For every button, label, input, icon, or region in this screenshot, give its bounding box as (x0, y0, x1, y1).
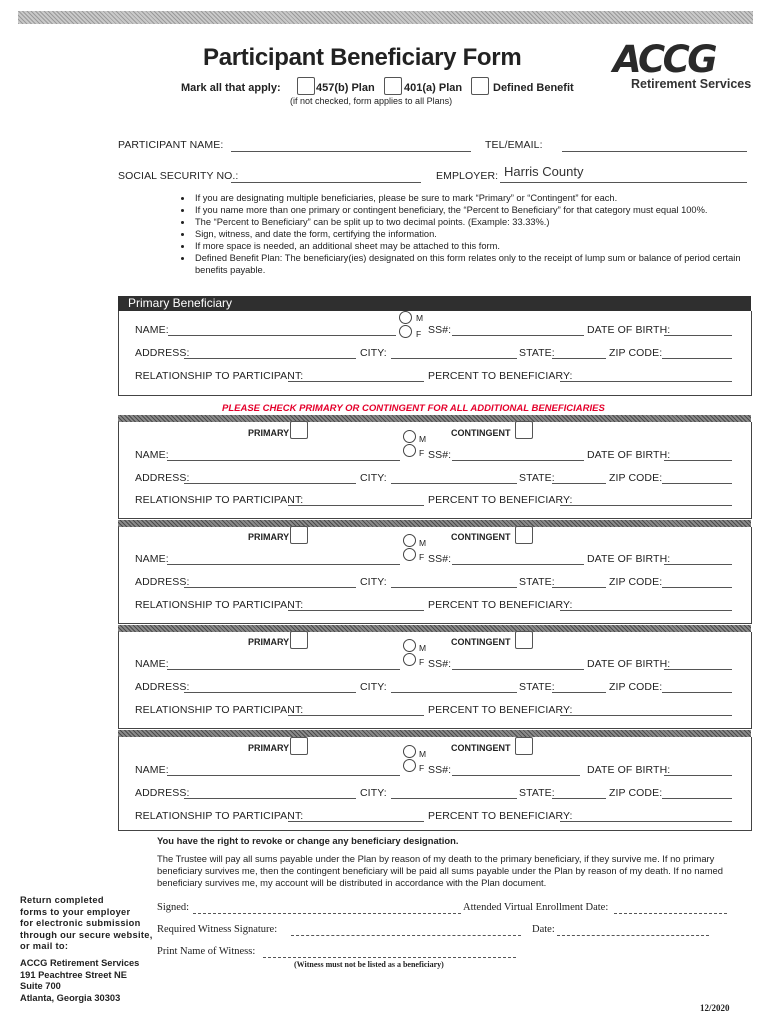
mailing-address (20, 958, 139, 1004)
city-field[interactable] (391, 692, 517, 693)
instruction-item: • Defined Benefit Plan: The beneficiary(ies) designated on this form relates only to the receipt of lump sum or balance of period certain benefits payable. (193, 252, 763, 276)
instruction-item: • Sign, witness, and date the form, certifying the information. (193, 228, 763, 240)
primary-label: PRIMARY (248, 637, 290, 647)
address-field[interactable] (184, 483, 356, 484)
ss-label: SS#: (428, 658, 452, 670)
trustee-paragraph: The Trustee will pay all sums payable under the Plan by reason of my death to the primary beneficiary, if they survive me. If no primary beneficiary survives me, then the contingent beneficiary will be paid all sums payable under the Plan by reason of my death. If no named beneficiary survives me, my account will be distributed in accordance with the Plan document. (157, 853, 723, 888)
logo-subtitle: Retirement Services (631, 77, 752, 91)
contingent-checkbox[interactable] (515, 631, 533, 649)
relationship-label: RELATIONSHIP TO PARTICIPANT: (135, 494, 304, 506)
ssn-label: SOCIAL SECURITY NO.: (118, 170, 239, 182)
female-label: F (419, 763, 425, 773)
city-field[interactable] (391, 358, 517, 359)
ss-field[interactable] (452, 460, 584, 461)
zip-field[interactable] (662, 798, 732, 799)
ss-label: SS#: (428, 449, 452, 461)
zip-label: ZIP CODE: (609, 576, 663, 588)
enrollment-date-label: Attended Virtual Enrollment Date: (463, 902, 609, 913)
name-label: NAME: (135, 658, 169, 670)
percent-label: PERCENT TO BENEFICIARY: (428, 494, 573, 506)
tel-email-field[interactable] (562, 151, 747, 152)
dob-field[interactable] (664, 460, 732, 461)
zip-label: ZIP CODE: (609, 681, 663, 693)
contingent-label: CONTINGENT (451, 428, 511, 438)
plan-457-label: 457(b) Plan (316, 82, 375, 94)
employer-field[interactable] (500, 182, 747, 183)
male-label: M (416, 313, 424, 323)
primary-beneficiary-heading: Primary Beneficiary (118, 296, 751, 311)
address-line: ACCG Retirement Services (20, 958, 140, 968)
relationship-label: RELATIONSHIP TO PARTICIPANT: (135, 810, 304, 822)
name-field[interactable] (167, 460, 400, 461)
address-label: ADDRESS: (135, 681, 190, 693)
plan-db-label: Defined Benefit (493, 82, 574, 94)
female-radio[interactable] (403, 548, 416, 561)
instructions-list (183, 192, 763, 276)
tel-email-label: TEL/EMAIL: (485, 139, 543, 151)
city-label: CITY: (360, 576, 387, 588)
primary-checkbox[interactable] (290, 421, 308, 439)
address-line: Suite 700 (20, 981, 61, 991)
zip-field[interactable] (662, 587, 732, 588)
form-revision-date: 12/2020 (700, 1003, 730, 1013)
signature-field[interactable] (193, 913, 461, 914)
relationship-label: RELATIONSHIP TO PARTICIPANT: (135, 370, 304, 382)
female-radio[interactable] (399, 325, 412, 338)
name-field[interactable] (167, 669, 400, 670)
return-line: through our secure website, (20, 929, 153, 940)
female-radio[interactable] (403, 653, 416, 666)
address-field[interactable] (184, 587, 356, 588)
address-field[interactable] (184, 358, 356, 359)
male-radio[interactable] (399, 311, 412, 324)
print-witness-label: Print Name of Witness: (157, 946, 256, 957)
female-label: F (419, 448, 425, 458)
signed-label: Signed: (157, 902, 190, 913)
print-witness-field[interactable] (263, 957, 516, 958)
plan-db-checkbox[interactable] (471, 77, 489, 95)
ss-field[interactable] (452, 775, 580, 776)
revoke-notice: You have the right to revoke or change any beneficiary designation. (157, 835, 459, 846)
contingent-checkbox[interactable] (515, 421, 533, 439)
male-radio[interactable] (403, 534, 416, 547)
female-radio[interactable] (403, 444, 416, 457)
enrollment-date-field[interactable] (614, 913, 727, 914)
dob-label: DATE OF BIRTH: (587, 324, 671, 336)
zip-label: ZIP CODE: (609, 472, 663, 484)
return-line: forms to your employer (20, 906, 131, 917)
instruction-item: • If you are designating multiple beneficiaries, please be sure to mark “Primary” or “Contingent” for each. (193, 192, 763, 204)
name-label: NAME: (135, 553, 169, 565)
primary-label: PRIMARY (248, 428, 290, 438)
address-label: ADDRESS: (135, 472, 190, 484)
female-label: F (419, 657, 425, 667)
address-label: ADDRESS: (135, 576, 190, 588)
dob-field[interactable] (664, 669, 732, 670)
percent-field[interactable] (560, 610, 732, 611)
address-line: 191 Peachtree Street NE (20, 969, 127, 980)
dob-label: DATE OF BIRTH: (587, 449, 671, 461)
page-title: Participant Beneficiary Form (203, 44, 522, 71)
percent-label: PERCENT TO BENEFICIARY: (428, 599, 573, 611)
state-field[interactable] (552, 587, 606, 588)
male-radio[interactable] (403, 745, 416, 758)
percent-label: PERCENT TO BENEFICIARY: (428, 810, 573, 822)
plan-457-checkbox[interactable] (297, 77, 315, 95)
primary-label: PRIMARY (248, 532, 290, 542)
male-radio[interactable] (403, 639, 416, 652)
zip-label: ZIP CODE: (609, 347, 663, 359)
relationship-field[interactable] (288, 610, 424, 611)
return-instructions (20, 895, 153, 953)
instruction-item: • If more space is needed, an additional sheet may be attached to this form. (193, 240, 763, 252)
dob-label: DATE OF BIRTH: (587, 553, 671, 565)
dob-field[interactable] (664, 564, 732, 565)
female-label: F (419, 552, 425, 562)
city-field[interactable] (391, 587, 517, 588)
zip-label: ZIP CODE: (609, 787, 663, 799)
primary-checkbox[interactable] (290, 526, 308, 544)
state-field[interactable] (552, 483, 606, 484)
female-label: F (416, 329, 422, 339)
relationship-field[interactable] (288, 821, 424, 822)
section-stripe (118, 625, 751, 632)
ssn-field[interactable] (231, 182, 421, 183)
plan-401-label: 401(a) Plan (404, 82, 463, 94)
state-label: STATE: (519, 576, 555, 588)
primary-checkbox[interactable] (290, 737, 308, 755)
state-label: STATE: (519, 347, 555, 359)
city-label: CITY: (360, 681, 387, 693)
ss-label: SS#: (428, 324, 452, 336)
relationship-field[interactable] (288, 715, 424, 716)
plan-401-checkbox[interactable] (384, 77, 402, 95)
name-label: NAME: (135, 764, 169, 776)
instruction-item: • The “Percent to Beneficiary” can be split up to two decimal points. (Example: 33.33%.) (193, 216, 763, 228)
dob-field[interactable] (664, 775, 732, 776)
city-label: CITY: (360, 787, 387, 799)
state-label: STATE: (519, 787, 555, 799)
zip-field[interactable] (662, 358, 732, 359)
state-field[interactable] (552, 798, 606, 799)
accg-logo: ACCG (613, 38, 716, 81)
city-label: CITY: (360, 347, 387, 359)
state-label: STATE: (519, 472, 555, 484)
relationship-field[interactable] (288, 505, 424, 506)
additional-beneficiaries-notice: PLEASE CHECK PRIMARY OR CONTINGENT FOR ALL ADDITIONAL BENEFICIARIES (222, 403, 605, 414)
primary-label: PRIMARY (248, 743, 290, 753)
return-line: Return completed (20, 895, 104, 905)
city-field[interactable] (391, 798, 517, 799)
ss-label: SS#: (428, 553, 452, 565)
percent-label: PERCENT TO BENEFICIARY: (428, 370, 573, 382)
plan-note: (if not checked, form applies to all Plans) (290, 96, 453, 106)
witness-date-field[interactable] (557, 935, 709, 936)
contingent-checkbox[interactable] (515, 526, 533, 544)
contingent-label: CONTINGENT (451, 637, 511, 647)
dob-field[interactable] (664, 335, 732, 336)
witness-signature-label: Required Witness Signature: (157, 924, 278, 935)
percent-field[interactable] (560, 715, 732, 716)
relationship-label: RELATIONSHIP TO PARTICIPANT: (135, 599, 304, 611)
address-field[interactable] (184, 692, 356, 693)
primary-checkbox[interactable] (290, 631, 308, 649)
contingent-checkbox[interactable] (515, 737, 533, 755)
percent-field[interactable] (560, 505, 732, 506)
male-label: M (419, 643, 427, 653)
ss-field[interactable] (452, 564, 584, 565)
male-label: M (419, 749, 427, 759)
employer-label: EMPLOYER: (436, 170, 499, 182)
mark-all-label: Mark all that apply: (181, 82, 281, 94)
percent-label: PERCENT TO BENEFICIARY: (428, 704, 573, 716)
zip-field[interactable] (662, 692, 732, 693)
employer-value: Harris County (504, 164, 584, 179)
city-label: CITY: (360, 472, 387, 484)
ss-field[interactable] (452, 335, 584, 336)
top-decorative-bar (18, 11, 753, 24)
city-field[interactable] (391, 483, 517, 484)
ss-label: SS#: (428, 764, 452, 776)
name-field[interactable] (167, 775, 400, 776)
section-stripe (118, 520, 751, 527)
address-label: ADDRESS: (135, 347, 190, 359)
female-radio[interactable] (403, 759, 416, 772)
state-label: STATE: (519, 681, 555, 693)
percent-field[interactable] (560, 381, 732, 382)
name-label: NAME: (135, 449, 169, 461)
relationship-field[interactable] (288, 381, 424, 382)
name-label: NAME: (135, 324, 169, 336)
percent-field[interactable] (560, 821, 732, 822)
instruction-item: • If you name more than one primary or contingent beneficiary, the “Percent to Beneficiary” for that category must equal 100%. (193, 204, 763, 216)
relationship-label: RELATIONSHIP TO PARTICIPANT: (135, 704, 304, 716)
return-line: for electronic submission (20, 918, 141, 928)
state-field[interactable] (552, 358, 606, 359)
dob-label: DATE OF BIRTH: (587, 658, 671, 670)
name-field[interactable] (167, 564, 400, 565)
contingent-label: CONTINGENT (451, 743, 511, 753)
male-label: M (419, 434, 427, 444)
participant-name-label: PARTICIPANT NAME: (118, 139, 224, 151)
section-stripe (118, 415, 751, 422)
male-label: M (419, 538, 427, 548)
ss-field[interactable] (452, 669, 584, 670)
name-field[interactable] (168, 335, 396, 336)
address-field[interactable] (184, 798, 356, 799)
contingent-label: CONTINGENT (451, 532, 511, 542)
section-stripe (118, 730, 751, 737)
witness-note: (Witness must not be listed as a beneficiary) (294, 960, 444, 969)
male-radio[interactable] (403, 430, 416, 443)
address-label: ADDRESS: (135, 787, 190, 799)
dob-label: DATE OF BIRTH: (587, 764, 671, 776)
state-field[interactable] (552, 692, 606, 693)
return-line: or mail to: (20, 941, 69, 951)
participant-name-field[interactable] (231, 151, 471, 152)
address-line: Atlanta, Georgia 30303 (20, 992, 121, 1003)
witness-signature-field[interactable] (291, 935, 521, 936)
zip-field[interactable] (662, 483, 732, 484)
witness-date-label: Date: (532, 924, 555, 935)
